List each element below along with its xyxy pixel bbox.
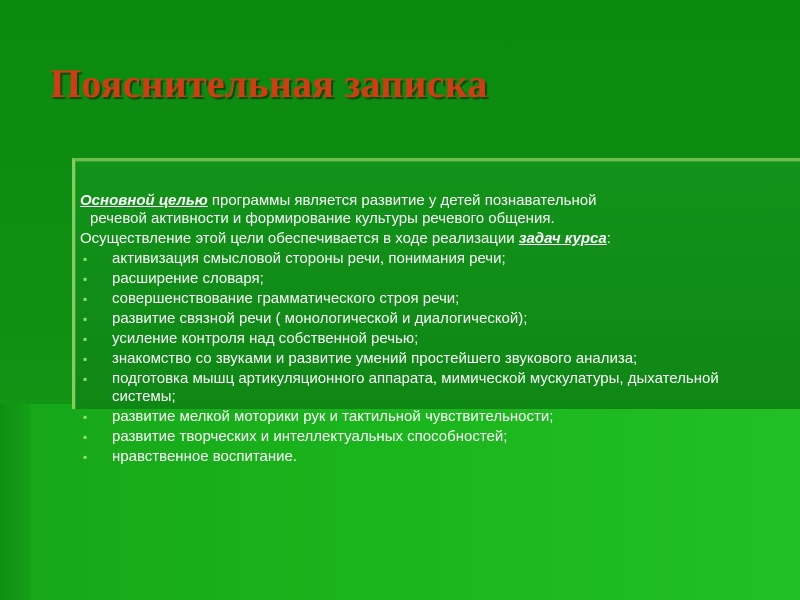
- tasks-emphasis: задач курса: [518, 230, 607, 247]
- list-item: [80, 448, 780, 466]
- list-item: [80, 290, 780, 308]
- list-item: [80, 250, 780, 268]
- bullet-icon: ▪: [83, 332, 88, 346]
- list-item-text: усиление контроля над собственной речью;: [112, 330, 419, 347]
- bullet-icon: ▪: [83, 312, 88, 326]
- bullet-icon: ▪: [83, 352, 88, 366]
- bullet-icon: ▪: [83, 252, 88, 266]
- tasks-colon: :: [606, 230, 611, 247]
- list-item: [80, 408, 780, 426]
- list-item: [80, 270, 780, 288]
- list-item: [80, 350, 780, 368]
- tasks-text: Осуществление этой цели обеспечивается в ходе реализации: [80, 230, 519, 247]
- list-item-text: расширение словаря;: [112, 270, 264, 287]
- bullet-icon: ▪: [83, 372, 88, 386]
- task-list: [80, 250, 780, 466]
- list-item-text: развитие творческих и интеллектуальных способностей;: [112, 428, 508, 445]
- list-item-text: активизация смысловой стороны речи, понимания речи;: [112, 250, 506, 267]
- bullet-icon: ▪: [83, 272, 88, 286]
- list-item: [80, 370, 780, 406]
- tasks-paragraph: [80, 230, 780, 248]
- bullet-icon: ▪: [83, 450, 88, 464]
- intro-paragraph: [80, 192, 780, 228]
- list-item: [80, 310, 780, 328]
- bullet-icon: ▪: [83, 410, 88, 424]
- decor-left-strip: [0, 404, 30, 600]
- list-item-text: развитие мелкой моторики рук и тактильной чувствительности;: [112, 408, 554, 425]
- bullet-icon: ▪: [83, 292, 88, 306]
- list-item-text: знакомство со звуками и развитие умений простейшего звукового анализа;: [112, 350, 638, 367]
- content-body: [80, 192, 780, 468]
- intro-text-line2: речевой активности и формирование культуры речевого общения.: [90, 210, 555, 227]
- list-item: [80, 330, 780, 348]
- slide-title: Пояснительная записка: [50, 61, 488, 106]
- intro-emphasis: Основной целью: [80, 192, 208, 209]
- list-item-text: нравственное воспитание.: [112, 448, 298, 465]
- list-item-text: развитие связной речи ( монологической и диалогической);: [112, 310, 528, 327]
- list-item-text: совершенствование грамматического строя речи;: [112, 290, 460, 307]
- bullet-icon: ▪: [83, 430, 88, 444]
- intro-text: программы является развитие у детей познавательной: [207, 192, 597, 209]
- list-item-text: подготовка мышц артикуляционного аппарата, мимической мускулатуры, дыхательной системы;: [112, 370, 719, 405]
- list-item: [80, 428, 780, 446]
